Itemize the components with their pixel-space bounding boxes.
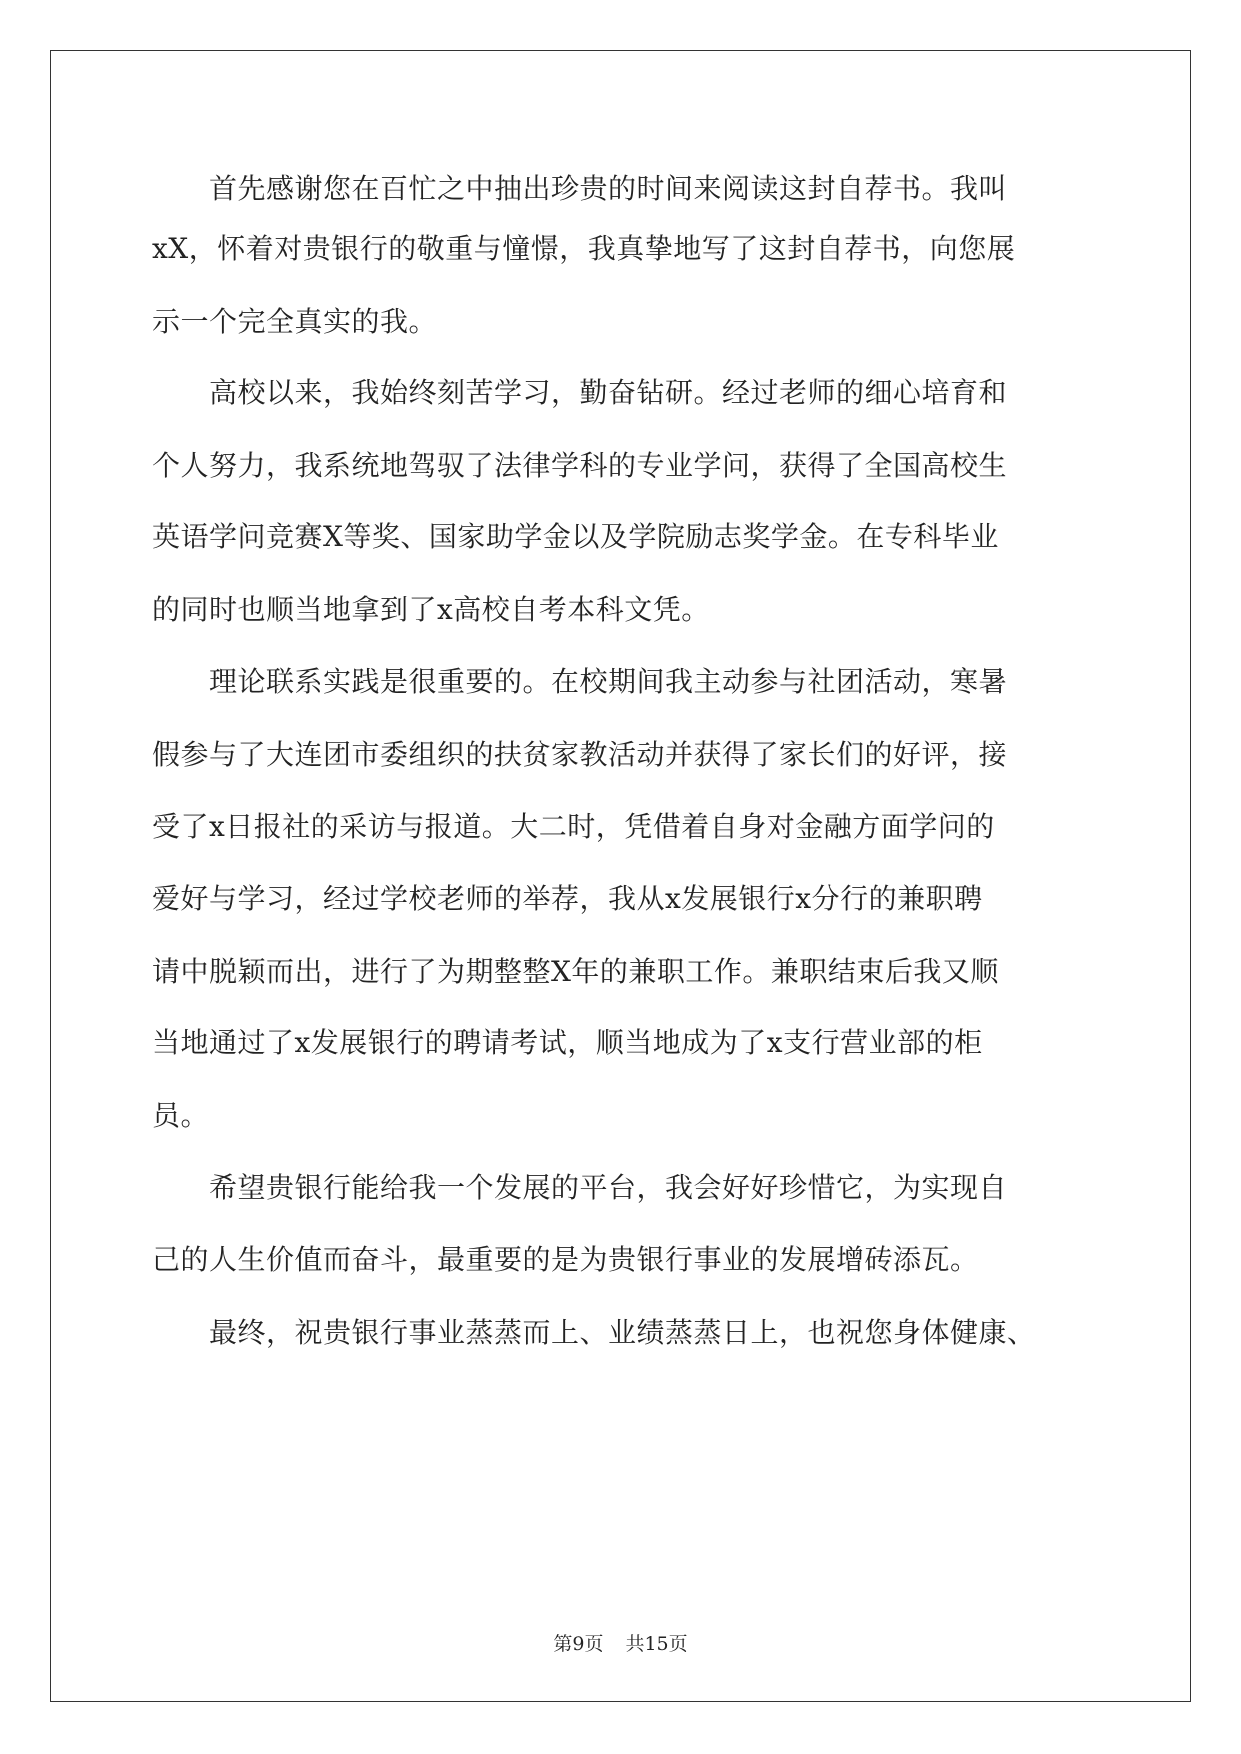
page-frame	[50, 50, 1191, 1702]
text-line: 爱好与学习，经过学校老师的举荐，我从x发展银行x分行的兼职聘	[152, 882, 983, 915]
text-line: 员。	[152, 1099, 210, 1132]
text-line: 受了x日报社的采访与报道。大二时，凭借着自身对金融方面学问的	[152, 810, 995, 843]
text-line: 英语学问竞赛X等奖、国家助学金以及学院励志奖学金。在专科毕业	[152, 520, 999, 553]
text-line: 最终，祝贵银行事业蒸蒸而上、业绩蒸蒸日上，也祝您身体健康、	[152, 1316, 1036, 1349]
text-line: 假参与了大连团市委组织的扶贫家教活动并获得了家长们的好评，接	[152, 738, 1008, 771]
text-line: 请中脱颖而出，进行了为期整整X年的兼职工作。兼职结束后我又顺	[152, 955, 999, 988]
text-line: 己的人生价值而奋斗，最重要的是为贵银行事业的发展增砖添瓦。	[152, 1243, 979, 1276]
page-number: 第9页	[553, 1633, 604, 1655]
text-line: 示一个完全真实的我。	[152, 305, 438, 338]
text-line: 理论联系实践是很重要的。在校期间我主动参与社团活动，寒暑	[152, 665, 1008, 698]
text-line: 个人努力，我系统地驾驭了法律学科的专业学问，获得了全国高校生	[152, 449, 1008, 482]
text-line: 的同时也顺当地拿到了x高校自考本科文凭。	[152, 593, 710, 626]
text-line: 高校以来，我始终刻苦学习，勤奋钻研。经过老师的细心培育和	[152, 376, 1008, 409]
text-line: 希望贵银行能给我一个发展的平台，我会好好珍惜它，为实现自	[152, 1171, 1008, 1204]
text-line: 当地通过了x发展银行的聘请考试，顺当地成为了x支行营业部的柜	[152, 1026, 983, 1059]
text-line: xX，怀着对贵银行的敬重与憧憬，我真挚地写了这封自荐书，向您展	[152, 232, 1016, 265]
text-line: 首先感谢您在百忙之中抽出珍贵的时间来阅读这封自荐书。我叫	[152, 172, 1008, 205]
page-total: 共15页	[625, 1633, 688, 1655]
page-footer	[0, 1632, 1241, 1656]
